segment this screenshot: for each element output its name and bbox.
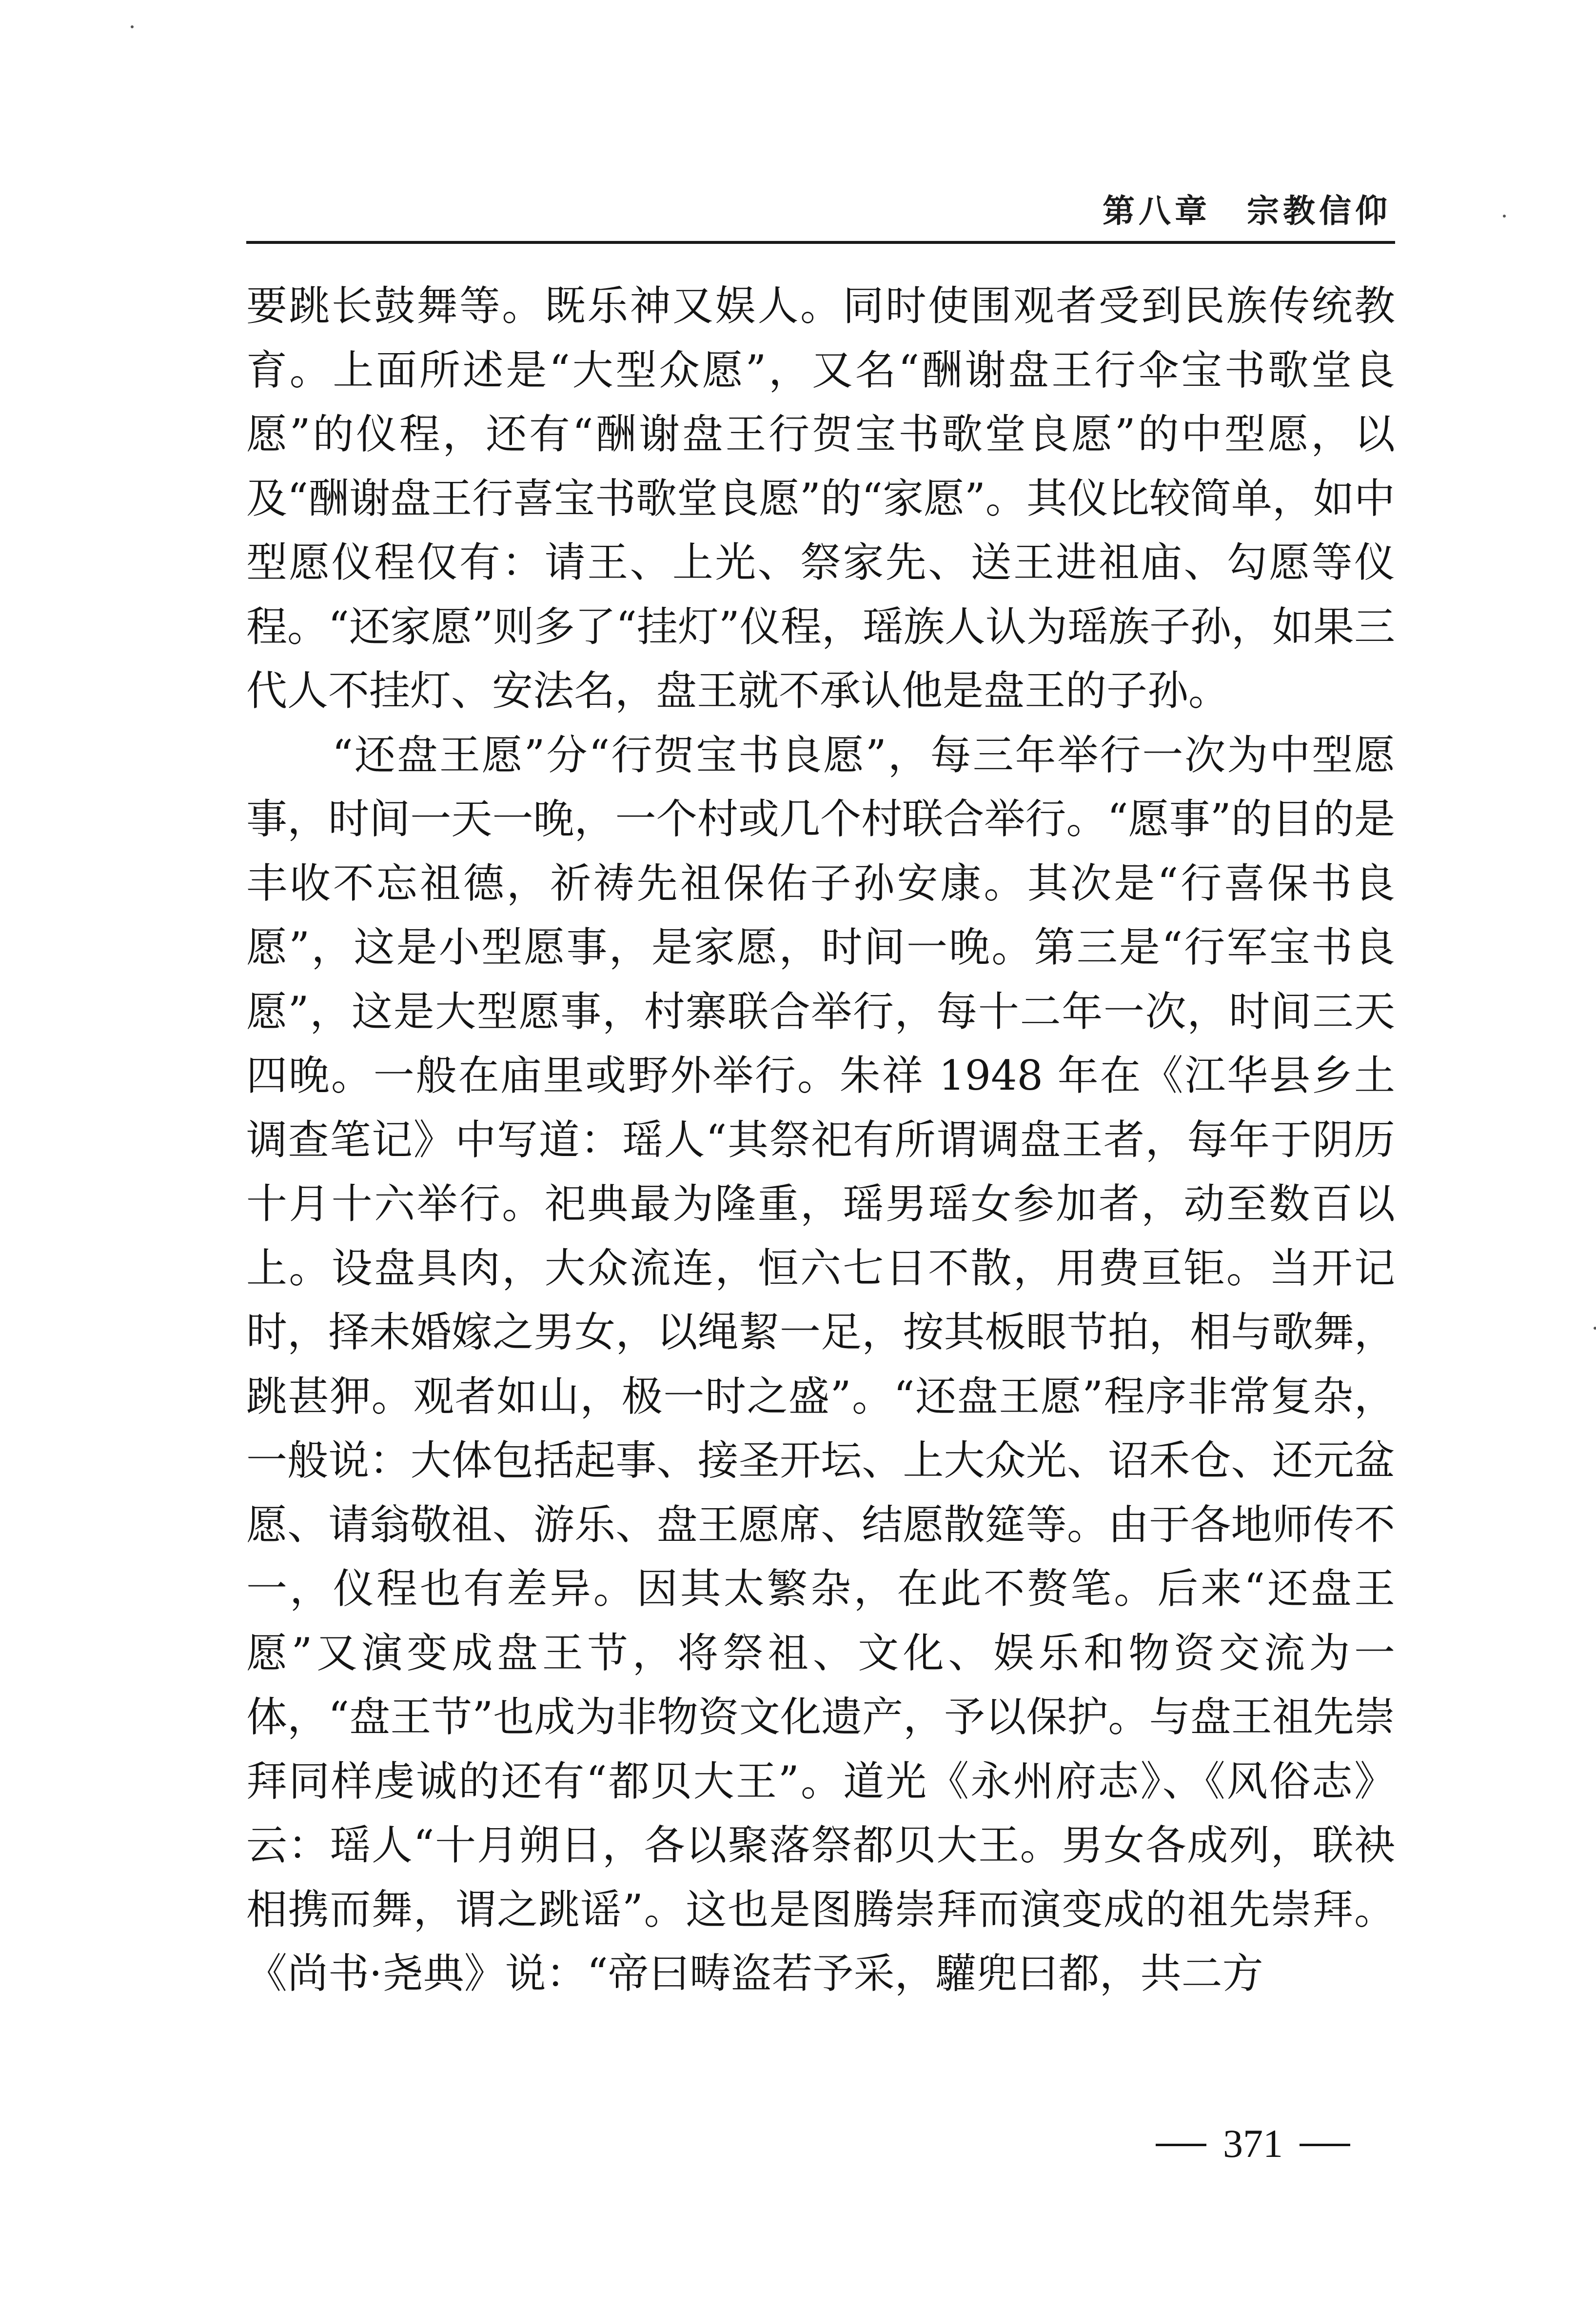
header-rule bbox=[246, 241, 1395, 244]
page-number: 371 bbox=[1223, 2121, 1283, 2166]
running-head: 第八章 宗教信仰 bbox=[1103, 192, 1391, 230]
folio-dash-left bbox=[1156, 2144, 1206, 2146]
body-text bbox=[246, 274, 1395, 2006]
scan-speck bbox=[1503, 215, 1506, 218]
paragraph-2: “还盘王愿”分“行贺宝书良愿”，每三年举行一次为中型愿事，时间一天一晚，一个村或几个村联合举行。“愿事”的目的是丰收不忘祖德，祈祷先祖保佑子孙安康。其次是“行喜保书良愿”，这是小型愿事，是家愿，时间一晚。第三是“行军宝书良愿”，这是大型愿事，村寨联合举行，每十二年一次，时间三天四晚。一般在庙里或野外举行。朱祥 1948 年在《江华县乡土调查笔记》中写道：瑶人“其祭祀有所谓调盘王者，每年于阴历十月十六举行。祀典最为隆重，瑶男瑶女参加者，动至数百以上。设盘具肉，大众流连，恒六七日不散，用费亘钜。当开记时，择未婚嫁之男女，以绳絜一足，按其板眼节拍，相与歌舞，跳甚狎。观者如山，极一时之盛”。“还盘王愿”程序非常复杂，一般说：大体包括起事、接圣开坛、上大众光、诏禾仓、还元盆愿、请翁敬祖、游乐、盘王愿席、结愿散筵等。由于各地师传不一，仪程也有差异。因其太繁杂，在此不赘笔。后来“还盘王愿”又演变成盘王节，将祭祖、文化、娱乐和物资交流为一体，“盘王节”也成为非物资文化遗产，予以保护。与盘王祖先崇拜同样虔诚的还有“都贝大王”。道光《永州府志》、《风俗志》云：瑶人“十月朔日，各以聚落祭都贝大王。男女各成列，联袂相携而舞，谓之跳谣”。这也是图腾崇拜而演变成的祖先崇拜。《尚书·尧典》说：“帝曰畴盗若予采，驩兜曰都，共二方 bbox=[246, 731, 1395, 1997]
page-number-footer bbox=[0, 2114, 1367, 2173]
folio-dash-right bbox=[1300, 2144, 1350, 2146]
paragraph-1: 要跳长鼓舞等。既乐神又娱人。同时使围观者受到民族传统教育。上面所述是“大型众愿”，又名“酬谢盘王行伞宝书歌堂良愿”的仪程，还有“酬谢盘王行贺宝书歌堂良愿”的中型愿，以及“酬谢盘王行喜宝书歌堂良愿”的“家愿”。其仪比较简单，如中型愿仪程仅有：请王、上光、祭家先、送王进祖庙、勾愿等仪程。“还家愿”则多了“挂灯”仪程，瑶族人认为瑶族子孙，如果三代人不挂灯、安法名，盘王就不承认他是盘王的子孙。 bbox=[246, 282, 1395, 715]
scan-speck bbox=[131, 25, 134, 28]
scan-speck bbox=[1594, 1327, 1596, 1330]
